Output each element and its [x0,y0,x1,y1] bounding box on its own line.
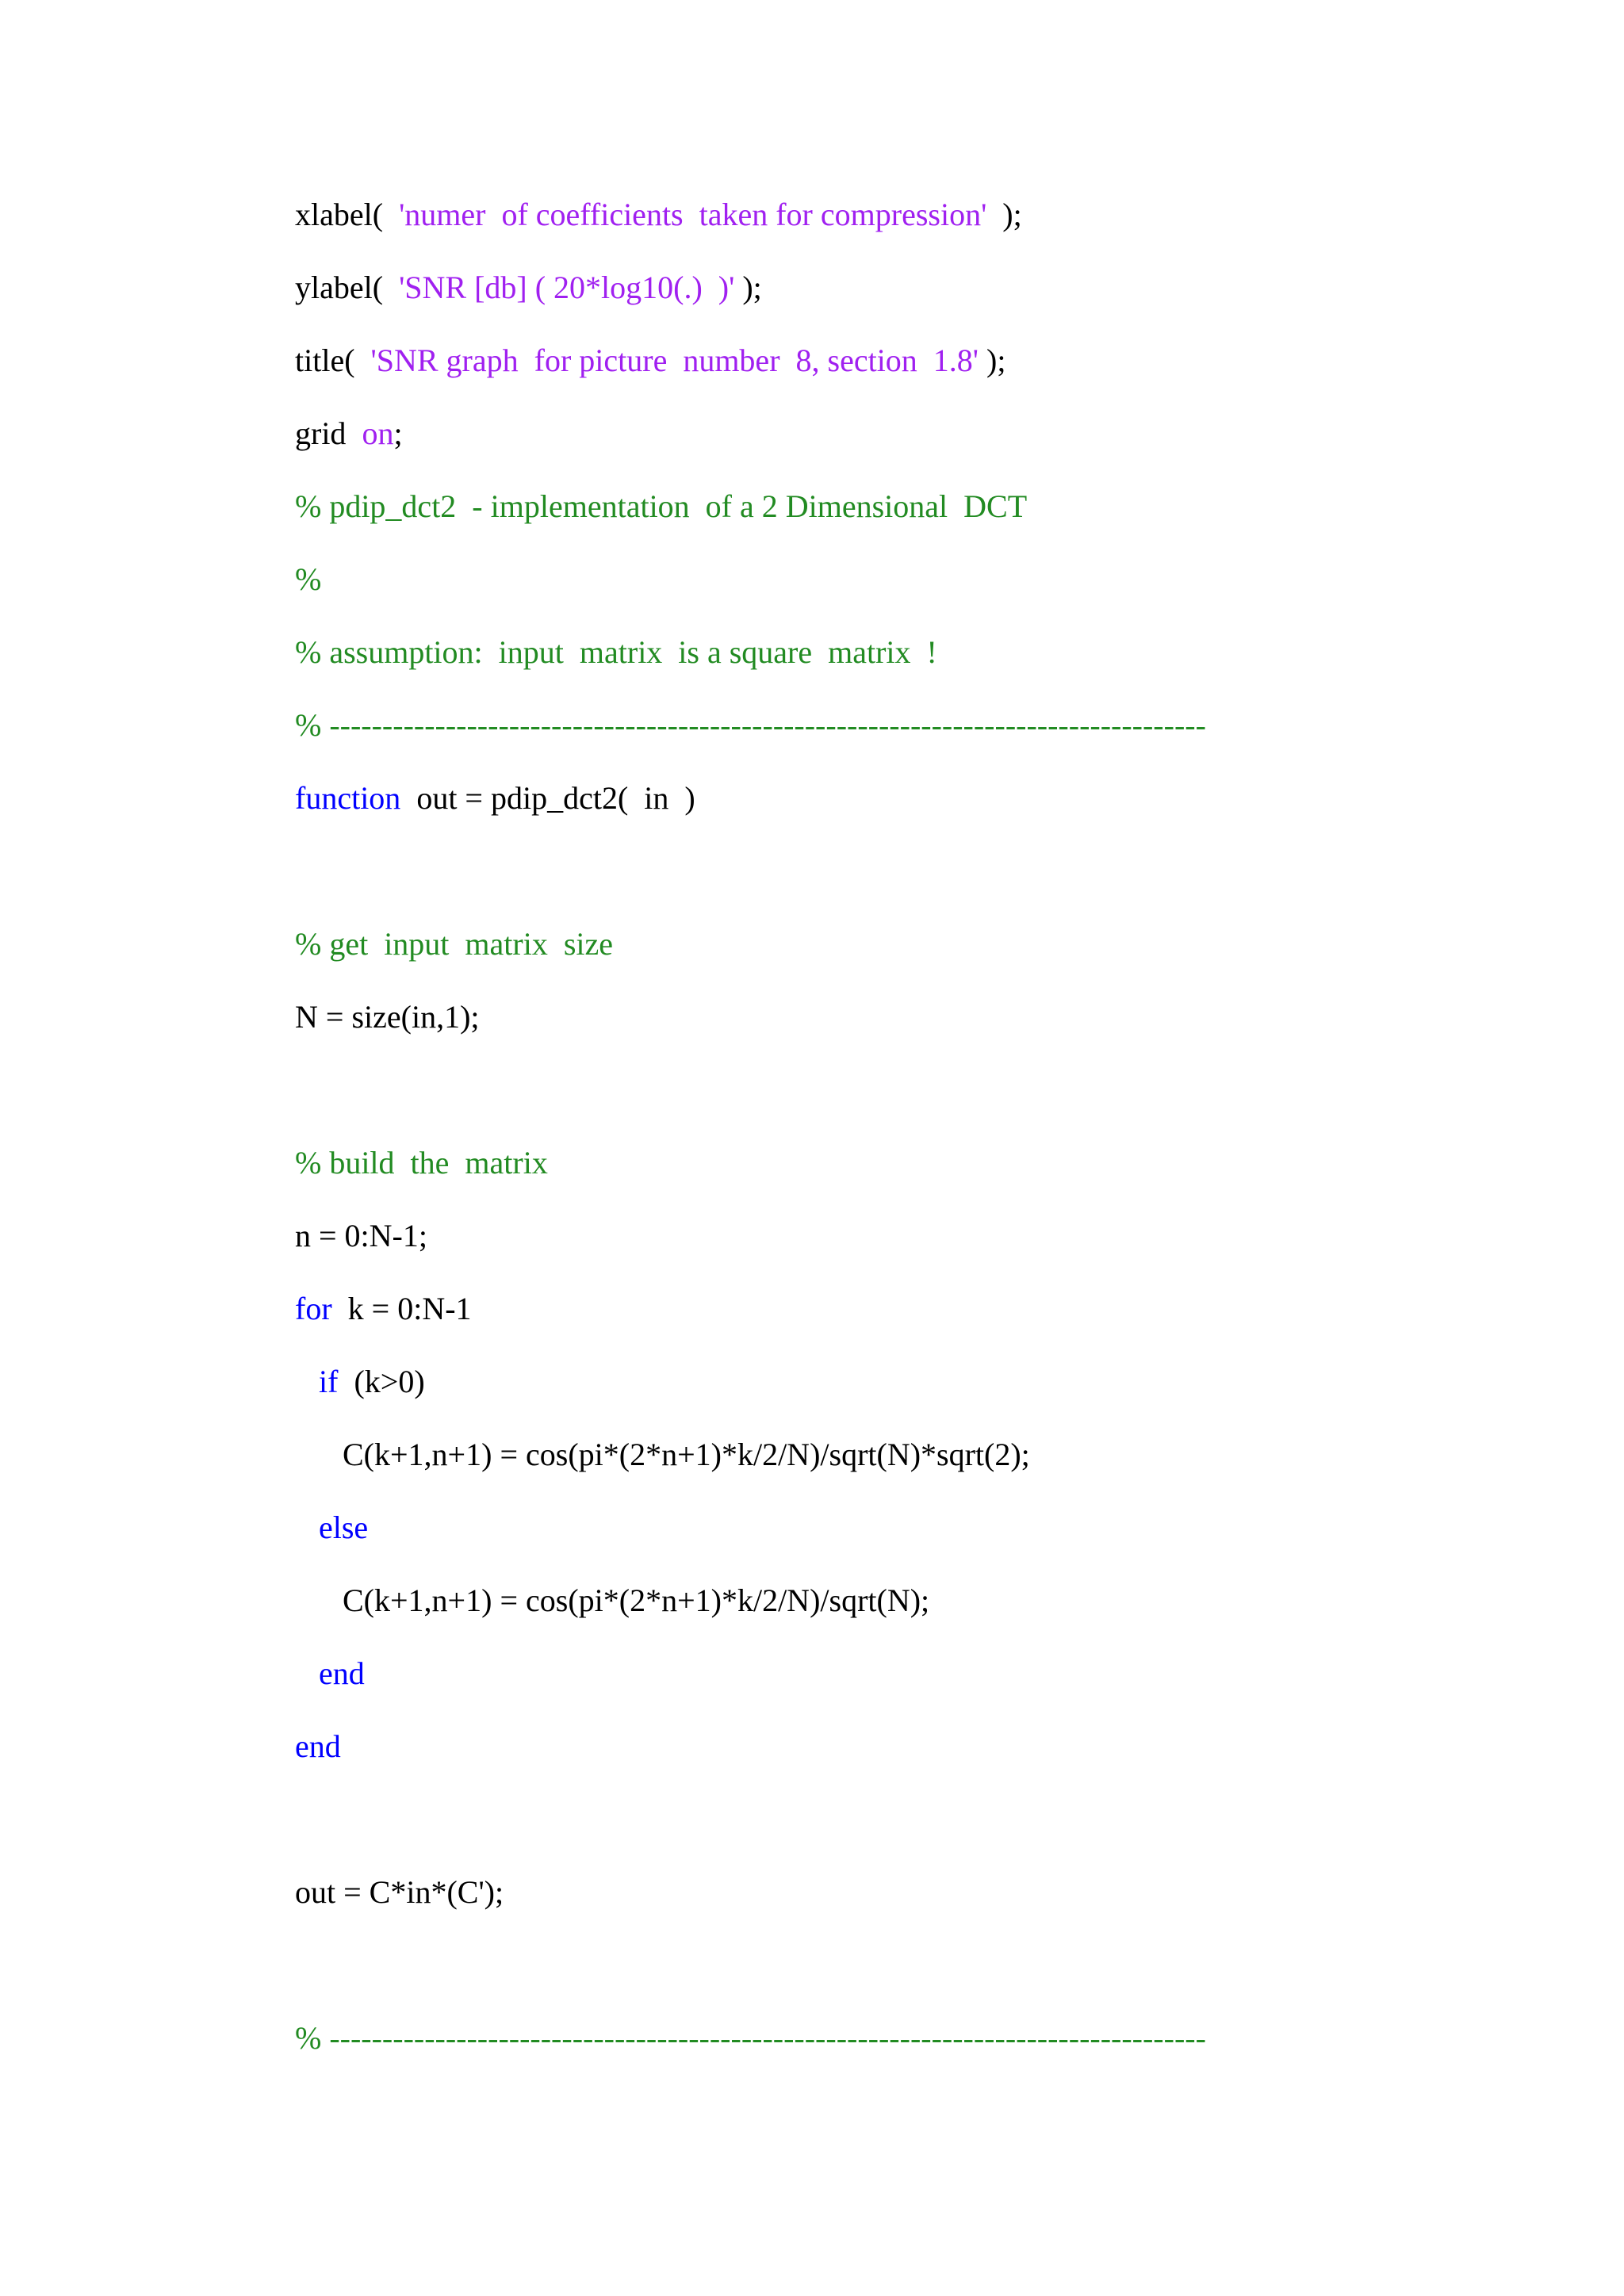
code-text: ; [393,415,403,451]
code-line [295,1135,1532,1208]
code-comment: % ----------------------------------------------------------------------------------- [295,2020,1206,2056]
code-text [295,1510,319,1545]
code-keyword: function [295,780,401,816]
code-line [295,1646,1532,1719]
code-text [295,1364,319,1399]
code-line [295,989,1532,1062]
code-text: ); [734,270,762,305]
code-listing [295,187,1532,2084]
code-text: k = 0:N-1 [331,1291,472,1326]
code-line [295,1500,1532,1573]
code-line [295,479,1532,552]
code-text: N = size(in,1); [295,999,480,1035]
code-text: n = 0:N-1; [295,1218,427,1253]
code-text: ); [979,342,1006,378]
code-string: 'SNR [db] ( 20*log10(.) )' [399,270,735,305]
code-text: grid [295,415,362,451]
code-text: C(k+1,n+1) = cos(pi*(2*n+1)*k/2/N)/sqrt(N)*sqrt(2); [295,1437,1030,1472]
code-comment: % build the matrix [295,1145,548,1181]
blank-line [295,1062,1532,1135]
code-string: on [362,415,394,451]
code-line [295,916,1532,989]
code-line [295,1573,1532,1646]
code-text: out = C*in*(C'); [295,1874,504,1910]
code-comment: % pdip_dct2 - implementation of a 2 Dimensional DCT [295,488,1028,524]
code-line [295,406,1532,479]
blank-line [295,1938,1532,2011]
code-line [295,333,1532,406]
code-keyword: end [295,1728,341,1764]
code-keyword: else [319,1510,369,1545]
code-line [295,1865,1532,1938]
code-text: title( [295,342,371,378]
code-text [295,1655,319,1691]
code-keyword: for [295,1291,332,1326]
code-comment: % get input matrix size [295,926,614,962]
code-text: (k>0) [338,1364,425,1399]
code-line [295,1208,1532,1281]
code-text: out = pdip_dct2( in ) [400,780,695,816]
code-line [295,625,1532,698]
code-line [295,260,1532,333]
code-line [295,187,1532,260]
code-comment: % ----------------------------------------------------------------------------------- [295,707,1206,743]
code-keyword: end [319,1655,365,1691]
code-line [295,1719,1532,1792]
code-comment: % assumption: input matrix is a square matrix ! [295,634,937,670]
blank-line [295,1792,1532,1865]
code-line [295,1427,1532,1500]
blank-line [295,844,1532,916]
code-text: ylabel( [295,270,400,305]
code-line [295,698,1532,771]
code-string: 'numer of coefficients taken for compression' [399,197,987,232]
code-line [295,552,1532,625]
code-text: xlabel( [295,197,400,232]
code-line [295,1281,1532,1354]
code-comment: % [295,561,322,597]
code-line [295,1354,1532,1427]
code-string: 'SNR graph for picture number 8, section 1.8' [370,342,979,378]
code-keyword: if [319,1364,339,1399]
code-line [295,771,1532,844]
code-line [295,2011,1532,2084]
code-text: ); [986,197,1022,232]
code-text: C(k+1,n+1) = cos(pi*(2*n+1)*k/2/N)/sqrt(N); [295,1582,930,1618]
